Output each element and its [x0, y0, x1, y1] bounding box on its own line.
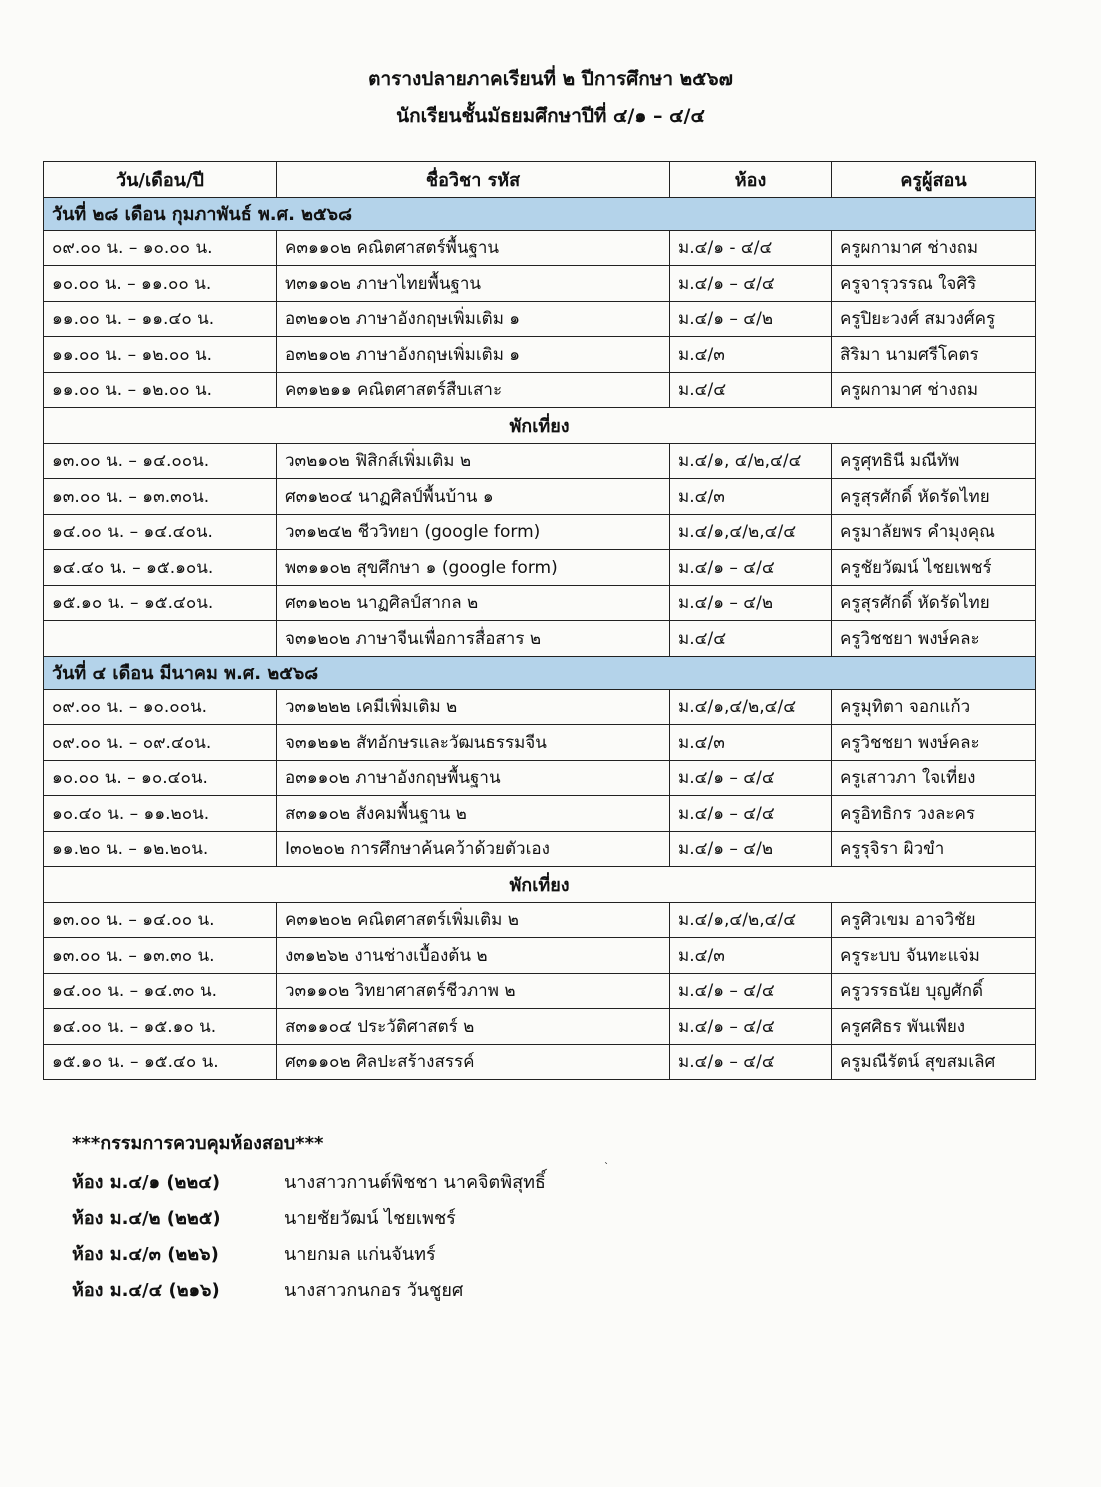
cell-teacher: ครูศศิธร พันเพียง	[832, 1009, 1036, 1045]
cell-teacher: ครูปิยะวงศ์ สมวงศ์ครู	[832, 301, 1036, 337]
cell-room: ม.๔/๑,๔/๒,๔/๔	[670, 902, 832, 938]
cell-teacher: ครูศิวเขม อาจวิชัย	[832, 902, 1036, 938]
cell-room: ม.๔/๑,๔/๒,๔/๔	[670, 514, 832, 550]
cell-subject: ว๓๑๒๒๒ เคมีเพิ่มเติม ๒	[277, 689, 670, 725]
cell-teacher: ครูรุจิรา ผิวขำ	[832, 831, 1036, 867]
date-row-1	[44, 197, 1036, 230]
cell-room: ม.๔/๑ – ๔/๔	[670, 973, 832, 1009]
cell-subject: พ๓๑๑๐๒ สุขศึกษา ๑ (google form)	[277, 550, 670, 586]
committee-row	[72, 1239, 546, 1275]
cell-time: ๑๐.๐๐ น. – ๑๑.๐๐ น.	[44, 266, 277, 302]
cell-time: ๑๓.๐๐ น. – ๑๔.๐๐ น.	[44, 902, 277, 938]
cell-time: ๑๔.๐๐ น. – ๑๔.๓๐ น.	[44, 973, 277, 1009]
cell-time: ๑๐.๐๐ น. – ๑๐.๔๐น.	[44, 760, 277, 796]
table-row	[44, 725, 1036, 761]
cell-time: ๑๓.๐๐ น. – ๑๔.๐๐น.	[44, 443, 277, 479]
cell-time: ๑๓.๐๐ น. – ๑๓.๓๐ น.	[44, 938, 277, 974]
cell-time: ๑๑.๒๐ น. – ๑๒.๒๐น.	[44, 831, 277, 867]
table-row	[44, 372, 1036, 408]
cell-room: ม.๔/๓	[670, 938, 832, 974]
cell-time: ๐๙.๐๐ น. – ๑๐.๐๐น.	[44, 689, 277, 725]
cell-room: ม.๔/๑ – ๔/๔	[670, 550, 832, 586]
cell-subject: จ๓๑๒๑๒ สัทอักษรและวัฒนธรรมจีน	[277, 725, 670, 761]
cell-subject: ว๓๑๑๐๒ วิทยาศาสตร์ชีวภาพ ๒	[277, 973, 670, 1009]
committee-proctor-name: นายกมล แก่นจันทร์	[284, 1244, 436, 1265]
table-row	[44, 1044, 1036, 1080]
cell-subject: ส๓๑๑๐๒ สังคมพื้นฐาน ๒	[277, 796, 670, 832]
cell-time: ๐๙.๐๐ น. – ๑๐.๐๐ น.	[44, 230, 277, 266]
cell-room: ม.๔/๔	[670, 621, 832, 657]
table-row	[44, 301, 1036, 337]
cell-teacher: ครูอิทธิกร วงละคร	[832, 796, 1036, 832]
cell-room: ม.๔/๓	[670, 337, 832, 373]
committee-room: ห้อง ม.๔/๑ (๒๒๔)	[72, 1172, 221, 1193]
cell-subject: อ๓๒๑๐๒ ภาษาอังกฤษเพิ่มเติม ๑	[277, 337, 670, 373]
table-row	[44, 550, 1036, 586]
cell-room: ม.๔/๑, ๔/๒,๔/๔	[670, 443, 832, 479]
cell-subject: ว๓๑๒๔๒ ชีววิทยา (google form)	[277, 514, 670, 550]
page-subtitle: นักเรียนชั้นมัธยมศึกษาปีที่ ๔/๑ – ๔/๔	[396, 105, 705, 127]
cell-time: ๑๔.๐๐ น. – ๑๔.๔๐น.	[44, 514, 277, 550]
table-header-row	[44, 162, 1036, 198]
cell-time: ๑๑.๐๐ น. – ๑๒.๐๐ น.	[44, 372, 277, 408]
lunch-row-2	[44, 867, 1036, 903]
cell-room: ม.๔/๑ – ๔/๔	[670, 1044, 832, 1080]
table-row	[44, 796, 1036, 832]
date-label: วันที่ ๒๘ เดือน กุมภาพันธ์ พ.ศ. ๒๕๖๘	[44, 197, 1036, 230]
date-label: วันที่ ๔ เดือน มีนาคม พ.ศ. ๒๕๖๘	[44, 656, 1036, 689]
cell-teacher: ครูมาลัยพร คำมุงคุณ	[832, 514, 1036, 550]
stray-mark: `	[604, 1162, 609, 1173]
cell-teacher: ครูวิชชยา พงษ์คละ	[832, 725, 1036, 761]
cell-subject: ศ๓๑๑๐๒ ศิลปะสร้างสรรค์	[277, 1044, 670, 1080]
committee-row	[72, 1203, 546, 1239]
cell-teacher: ครูจารุวรรณ ใจศิริ	[832, 266, 1036, 302]
cell-room: ม.๔/๑ – ๔/๒	[670, 585, 832, 621]
table-row	[44, 337, 1036, 373]
table-row	[44, 230, 1036, 266]
cell-teacher: ครูวิชชยา พงษ์คละ	[832, 621, 1036, 657]
cell-room: ม.๔/๑ – ๔/๔	[670, 760, 832, 796]
cell-subject: จ๓๑๒๐๒ ภาษาจีนเพื่อการสื่อสาร ๒	[277, 621, 670, 657]
cell-room: ม.๔/๔	[670, 372, 832, 408]
cell-subject: ค๓๑๑๐๒ คณิตศาสตร์พื้นฐาน	[277, 230, 670, 266]
cell-subject: ส๓๑๑๐๔ ประวัติศาสตร์ ๒	[277, 1009, 670, 1045]
cell-subject: ศ๓๑๒๐๔ นาฏศิลป์พื้นบ้าน ๑	[277, 479, 670, 515]
cell-room: ม.๔/๑ – ๔/๔	[670, 266, 832, 302]
cell-teacher: ครูระบบ จันทะแจ่ม	[832, 938, 1036, 974]
committee-proctor-name: นายชัยวัฒน์ ไชยเพชร์	[284, 1208, 456, 1229]
cell-teacher: ครูชัยวัฒน์ ไชยเพชร์	[832, 550, 1036, 586]
table-row	[44, 902, 1036, 938]
date-row-2	[44, 656, 1036, 689]
cell-time: ๐๙.๐๐ น. – ๐๙.๔๐น.	[44, 725, 277, 761]
page-title: ตารางปลายภาคเรียนที่ ๒ ปีการศึกษา ๒๕๖๗	[368, 68, 733, 90]
committee-room: ห้อง ม.๔/๒ (๒๒๕)	[72, 1208, 221, 1229]
table-row	[44, 585, 1036, 621]
table-row	[44, 266, 1036, 302]
cell-room: ม.๔/๑ - ๔/๔	[670, 230, 832, 266]
table-row	[44, 514, 1036, 550]
cell-subject: I๓๐๒๐๒ การศึกษาค้นคว้าด้วยตัวเอง	[277, 831, 670, 867]
header-subject: ชื่อวิชา รหัส	[277, 162, 670, 198]
cell-room: ม.๔/๓	[670, 725, 832, 761]
table-row	[44, 938, 1036, 974]
cell-subject: ท๓๑๑๐๒ ภาษาไทยพื้นฐาน	[277, 266, 670, 302]
cell-room: ม.๔/๑ – ๔/๒	[670, 831, 832, 867]
cell-room: ม.๔/๑ – ๔/๔	[670, 1009, 832, 1045]
cell-time: ๑๑.๐๐ น. – ๑๒.๐๐ น.	[44, 337, 277, 373]
cell-time: ๑๐.๔๐ น. – ๑๑.๒๐น.	[44, 796, 277, 832]
cell-teacher: ครูผกามาศ ช่างถม	[832, 230, 1036, 266]
cell-subject: ง๓๑๒๖๒ งานช่างเบื้องต้น ๒	[277, 938, 670, 974]
cell-room: ม.๔/๓	[670, 479, 832, 515]
cell-room: ม.๔/๑,๔/๒,๔/๔	[670, 689, 832, 725]
cell-time	[44, 621, 277, 657]
cell-time: ๑๔.๐๐ น. – ๑๕.๑๐ น.	[44, 1009, 277, 1045]
cell-time: ๑๕.๑๐ น. – ๑๕.๔๐น.	[44, 585, 277, 621]
cell-room: ม.๔/๑ – ๔/๒	[670, 301, 832, 337]
cell-time: ๑๔.๔๐ น. – ๑๕.๑๐น.	[44, 550, 277, 586]
table-row	[44, 689, 1036, 725]
table-row	[44, 831, 1036, 867]
table-row	[44, 760, 1036, 796]
lunch-row-1	[44, 408, 1036, 444]
committee-proctor-name: นางสาวกนกอร วันชูยศ	[284, 1280, 464, 1301]
committee-row	[72, 1167, 546, 1203]
lunch-label: พักเที่ยง	[44, 867, 1036, 903]
header-room: ห้อง	[670, 162, 832, 198]
committee-room: ห้อง ม.๔/๔ (๒๑๖)	[72, 1280, 220, 1301]
cell-teacher: ครูวรรธนัย บุญศักดิ์	[832, 973, 1036, 1009]
table-row	[44, 1009, 1036, 1045]
exam-schedule-table	[43, 161, 1036, 1080]
cell-teacher: สิริมา นามศรีโคตร	[832, 337, 1036, 373]
cell-room: ม.๔/๑ – ๔/๔	[670, 796, 832, 832]
cell-subject: อ๓๒๑๐๒ ภาษาอังกฤษเพิ่มเติม ๑	[277, 301, 670, 337]
cell-teacher: ครูศุทธินี มณีทัพ	[832, 443, 1036, 479]
cell-subject: ว๓๒๑๐๒ ฟิสิกส์เพิ่มเติม ๒	[277, 443, 670, 479]
cell-teacher: ครูเสาวภา ใจเที่ยง	[832, 760, 1036, 796]
cell-subject: ค๓๑๒๑๑ คณิตศาสตร์สืบเสาะ	[277, 372, 670, 408]
cell-subject: อ๓๑๑๐๒ ภาษาอังกฤษพื้นฐาน	[277, 760, 670, 796]
table-row	[44, 443, 1036, 479]
table-row	[44, 973, 1036, 1009]
header-date: วัน/เดือน/ปี	[44, 162, 277, 198]
committee-proctor-name: นางสาวกานต์พิชชา นาคจิตพิสุทธิ์	[284, 1172, 546, 1193]
table-row	[44, 479, 1036, 515]
cell-teacher: ครูผกามาศ ช่างถม	[832, 372, 1036, 408]
cell-time: ๑๓.๐๐ น. – ๑๓.๓๐น.	[44, 479, 277, 515]
cell-teacher: ครูสุรศักดิ์ หัดรัดไทย	[832, 479, 1036, 515]
proctor-committee	[72, 1128, 546, 1311]
header-teacher: ครูผู้สอน	[832, 162, 1036, 198]
table-row	[44, 621, 1036, 657]
committee-row	[72, 1275, 546, 1311]
committee-heading: ***กรรมการควบคุมห้องสอบ***	[72, 1133, 324, 1154]
cell-time: ๑๑.๐๐ น. – ๑๑.๔๐ น.	[44, 301, 277, 337]
cell-teacher: ครูสุรศักดิ์ หัดรัดไทย	[832, 585, 1036, 621]
lunch-label: พักเที่ยง	[44, 408, 1036, 444]
cell-time: ๑๕.๑๐ น. – ๑๕.๔๐ น.	[44, 1044, 277, 1080]
committee-room: ห้อง ม.๔/๓ (๒๒๖)	[72, 1244, 219, 1265]
cell-teacher: ครูมณีรัตน์ สุขสมเลิศ	[832, 1044, 1036, 1080]
cell-subject: ศ๓๑๒๐๒ นาฏศิลป์สากล ๒	[277, 585, 670, 621]
cell-subject: ค๓๑๒๐๒ คณิตศาสตร์เพิ่มเติม ๒	[277, 902, 670, 938]
cell-teacher: ครูมุทิตา จอกแก้ว	[832, 689, 1036, 725]
